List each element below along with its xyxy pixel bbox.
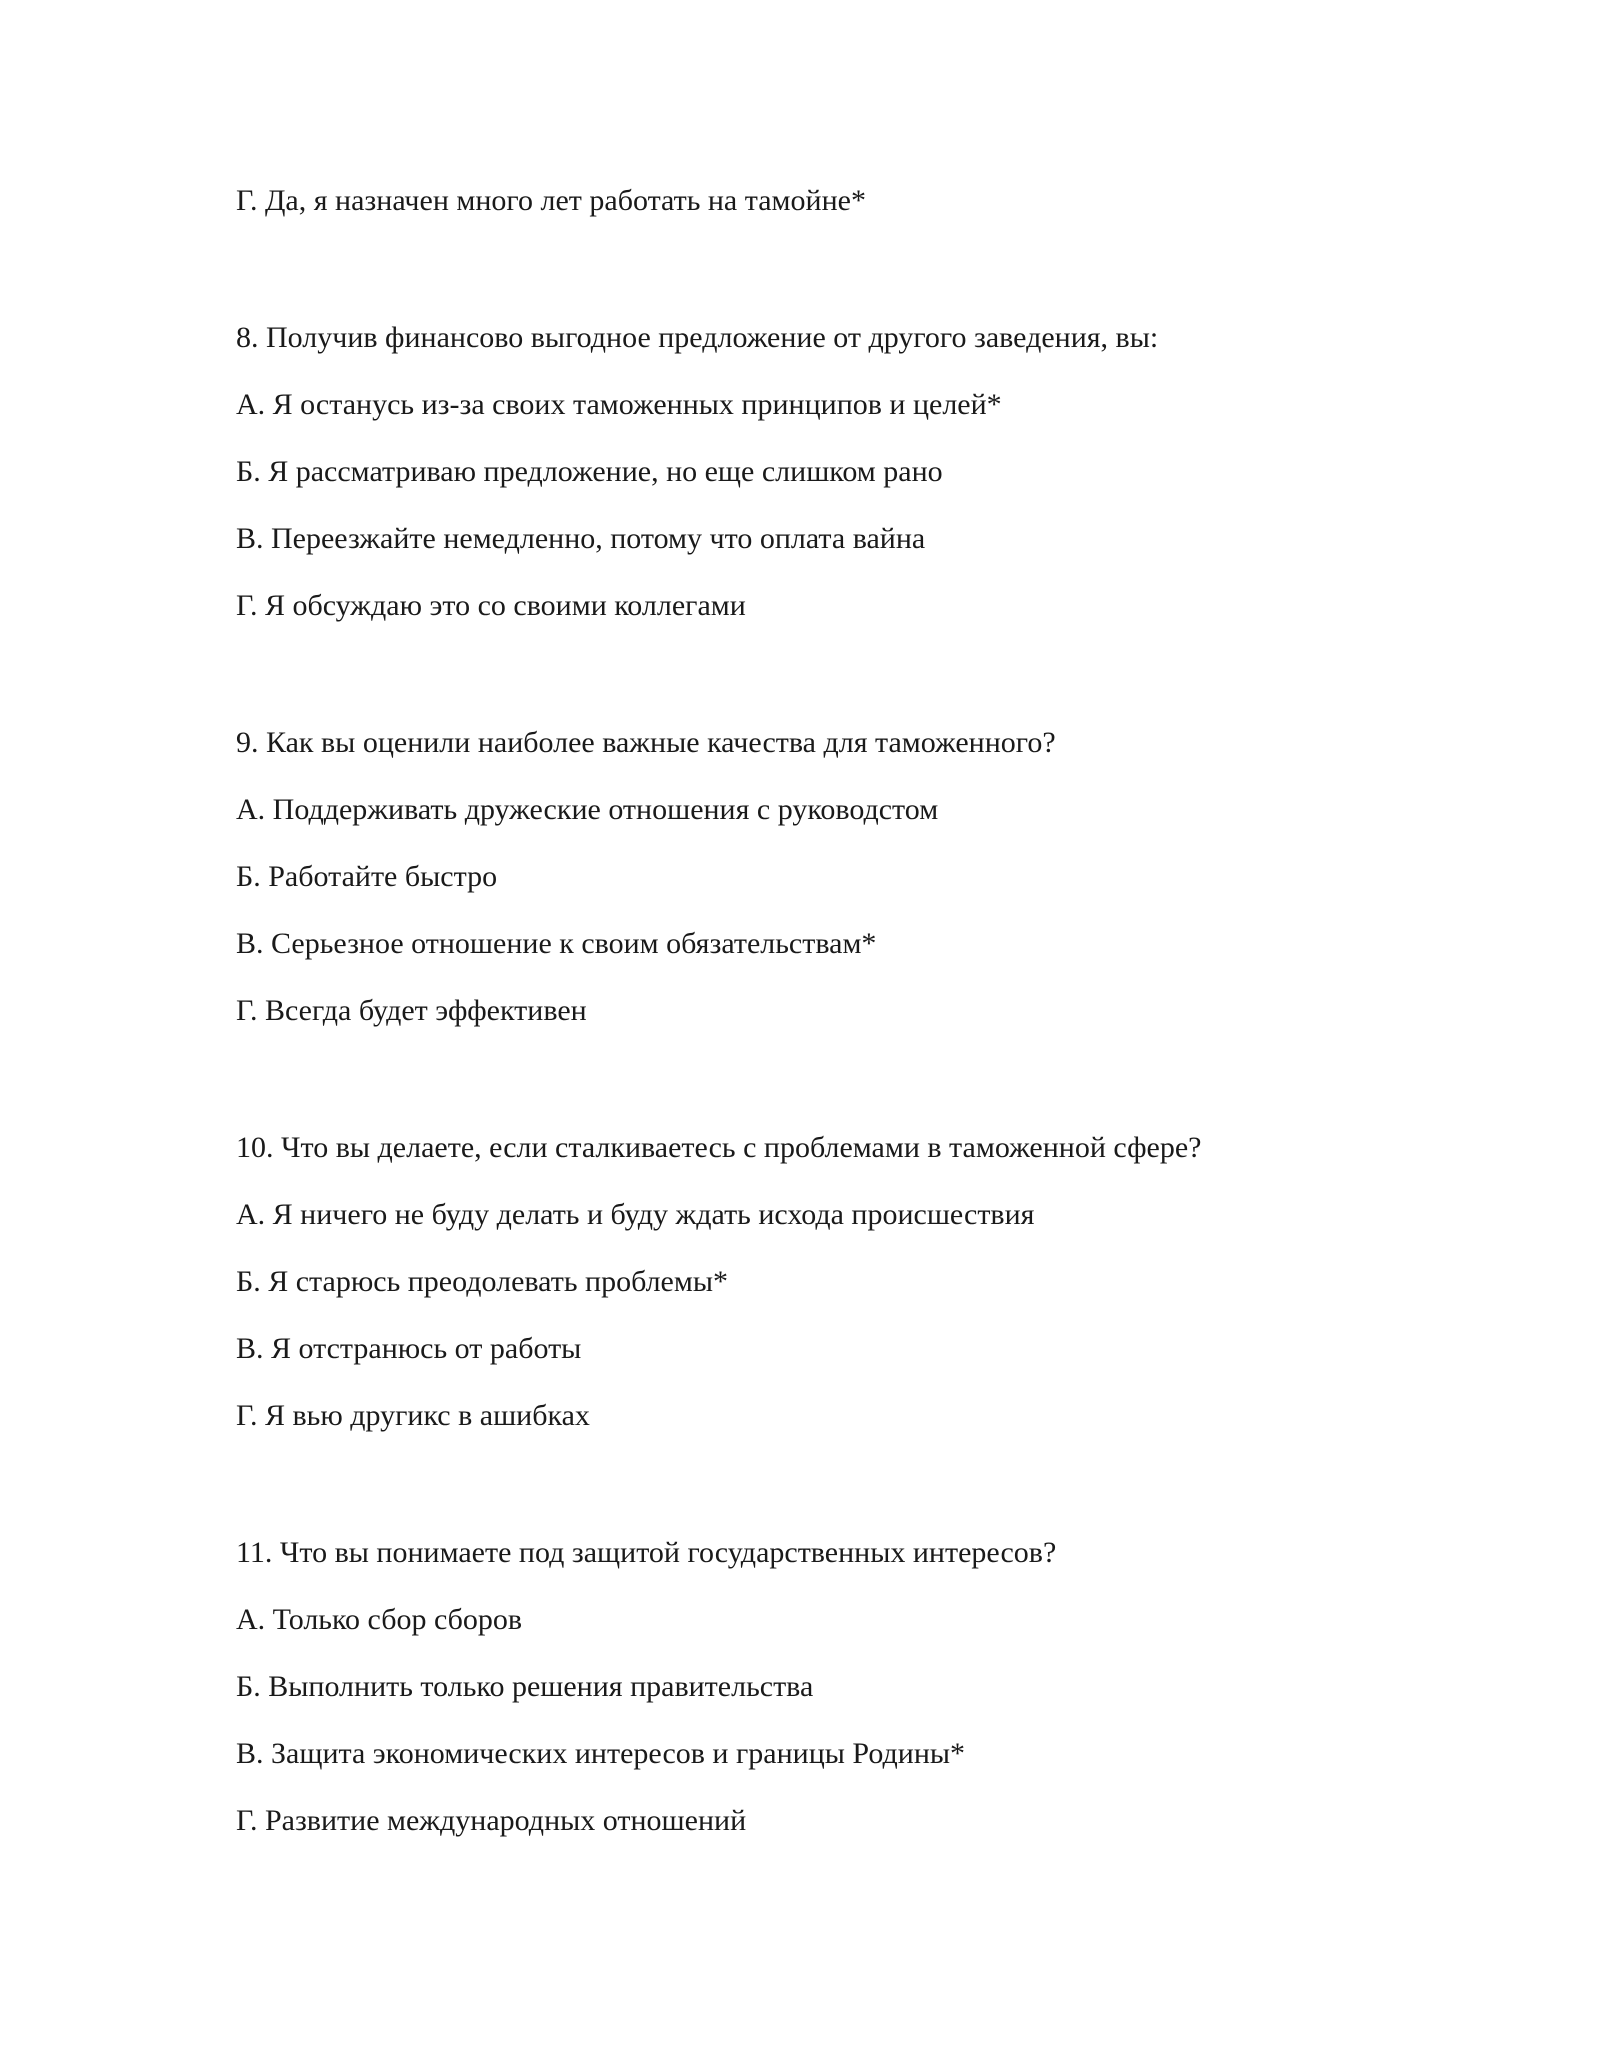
answer-option: Г. Я вью другикс в ашибках — [236, 1399, 590, 1432]
question-text: 8. Получив финансово выгодное предложение от другого заведения, вы: — [236, 321, 1159, 354]
answer-option: Г. Развитие международных отношений — [236, 1804, 747, 1837]
answer-option: В. Переезжайте немедленно, потому что оплата вайна — [236, 522, 926, 555]
question-text: 9. Как вы оценили наиболее важные качества для таможенного? — [236, 726, 1056, 759]
document-body — [236, 183, 1416, 1839]
answer-option: А. Только сбор сборов — [236, 1603, 523, 1636]
question-block-10 — [236, 1130, 1416, 1434]
answer-option-carryover: Г. Да, я назначен много лет работать на тамойне* — [236, 184, 866, 217]
question-block-11 — [236, 1535, 1416, 1839]
answer-option: В. Защита экономических интересов и границы Родины* — [236, 1737, 966, 1770]
answer-option: Б. Я старюсь преодолевать проблемы* — [236, 1265, 729, 1298]
answer-option: Б. Выполнить только решения правительства — [236, 1670, 814, 1703]
answer-option: А. Поддерживать дружеские отношения с руководстом — [236, 793, 939, 826]
spacer — [236, 219, 1416, 320]
answer-option: А. Я останусь из-за своих таможенных принципов и целей* — [236, 388, 1002, 421]
question-text: 11. Что вы понимаете под защитой государственных интересов? — [236, 1536, 1057, 1569]
answer-option: А. Я ничего не буду делать и буду ждать исхода происшествия — [236, 1198, 1035, 1231]
answer-option: В. Серьезное отношение к своим обязательствам* — [236, 927, 877, 960]
answer-option: Г. Я обсуждаю это со своими коллегами — [236, 589, 746, 622]
question-block-9 — [236, 725, 1416, 1029]
question-block-8 — [236, 320, 1416, 624]
answer-option: В. Я отстранюсь от работы — [236, 1332, 582, 1365]
question-text: 10. Что вы делаете, если сталкиваетесь с проблемами в таможенной сфере? — [236, 1131, 1202, 1164]
answer-option: Б. Работайте быстро — [236, 860, 498, 893]
answer-option: Г. Всегда будет эффективен — [236, 994, 587, 1027]
answer-option: Б. Я рассматриваю предложение, но еще слишком рано — [236, 455, 943, 488]
